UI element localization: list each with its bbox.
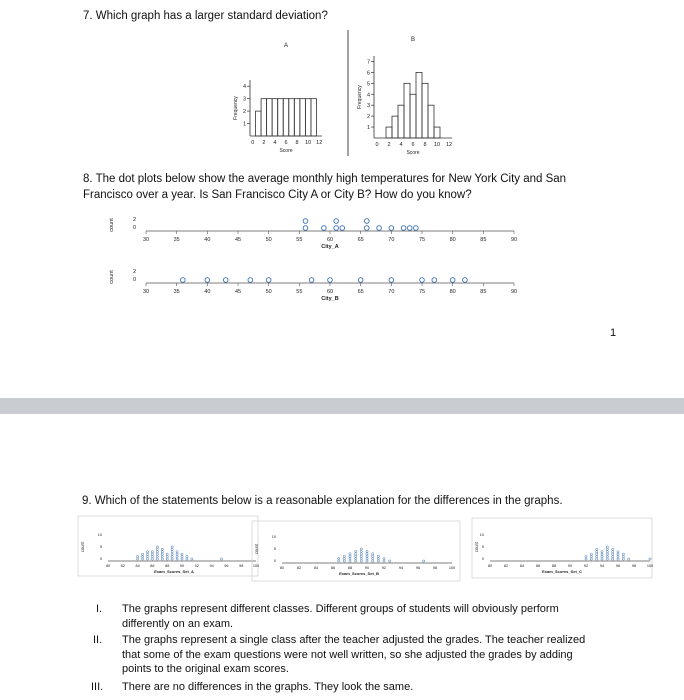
data-dot: [601, 558, 603, 560]
x-tick-label: 98: [239, 564, 244, 568]
x-tick-label: 88: [347, 566, 353, 570]
data-dot: [156, 556, 158, 558]
data-dot: [355, 555, 357, 557]
data-dot: [171, 551, 173, 553]
data-dot: [146, 556, 148, 558]
data-dot: [161, 558, 163, 560]
data-dot: [360, 550, 362, 552]
x-tick-label: 4: [399, 142, 403, 148]
histogram-bar: [386, 127, 392, 138]
x-tick-label: 100: [252, 564, 260, 568]
x-tick-label: 94: [398, 566, 404, 570]
data-dot: [617, 553, 619, 555]
y-tick-label: 0: [99, 557, 102, 561]
data-dot: [220, 558, 222, 560]
x-tick-label: 8: [423, 142, 427, 148]
data-dot: [176, 551, 178, 553]
data-dot: [617, 558, 619, 560]
data-dot: [601, 553, 603, 555]
data-dot: [366, 558, 368, 560]
data-dot: [622, 558, 624, 560]
data-dot: [432, 278, 437, 283]
x-tick-label: 0: [251, 140, 255, 146]
x-tick-label: 60: [326, 289, 334, 295]
option-1-numeral: I.: [96, 603, 103, 615]
x-tick-label: 90: [364, 566, 370, 570]
y-tick-label: 2: [366, 114, 370, 121]
data-dot: [601, 551, 603, 553]
data-dot: [366, 560, 368, 562]
x-axis-label: Exam_Scores_Set_A: [154, 569, 194, 574]
x-tick-label: 70: [388, 237, 395, 243]
data-dot: [389, 226, 394, 231]
data-dot: [223, 278, 228, 283]
y-tick-label: 10: [479, 533, 484, 537]
data-dot: [176, 556, 178, 558]
x-tick-label: 86: [535, 564, 541, 568]
x-tick-label: 80: [279, 566, 285, 570]
data-dot: [176, 558, 178, 560]
q8-line2: Francisco over a year. Is San Francisco City A or City B? How do you know?: [83, 189, 472, 201]
data-dot: [205, 278, 210, 283]
q8-line1: 8. The dot plots below show the average monthly high temperatures for New York City and San: [83, 173, 567, 185]
q9-text: 9. Which of the statements below is a reasonable explanation for the differences in the graphs.: [82, 495, 563, 507]
data-dot: [596, 558, 598, 560]
data-dot: [649, 558, 651, 560]
y-tick-label: 0: [132, 277, 136, 283]
histogram-bar: [416, 72, 422, 138]
data-dot: [176, 553, 178, 555]
histogram-bar: [428, 105, 434, 138]
histogram-bar: [294, 99, 300, 136]
page-break: [0, 398, 684, 414]
y-tick-label: 10: [97, 533, 102, 537]
x-tick-label: 4: [273, 140, 277, 146]
histogram-bar: [283, 99, 289, 136]
y-tick-label: 2: [242, 109, 246, 116]
data-dot: [360, 558, 362, 560]
x-tick-label: 0: [375, 142, 379, 148]
data-dot: [365, 219, 370, 224]
data-dot: [606, 558, 608, 560]
data-dot: [628, 558, 630, 560]
x-axis-label: Score: [279, 148, 293, 154]
x-tick-label: 35: [173, 289, 180, 295]
data-dot: [377, 558, 379, 560]
histogram-label: B: [410, 37, 416, 43]
data-dot: [141, 558, 143, 560]
dot-plot-city-b: [108, 262, 528, 314]
dot-plot-exam-set-a: [78, 516, 258, 578]
data-dot: [372, 553, 374, 555]
x-tick-label: 84: [135, 564, 140, 568]
data-dot: [349, 555, 351, 557]
data-dot: [303, 219, 308, 224]
data-dot: [606, 556, 608, 558]
data-dot: [622, 556, 624, 558]
data-dot: [146, 553, 148, 555]
x-tick-label: 82: [503, 564, 509, 568]
data-dot: [349, 558, 351, 560]
data-dot: [309, 278, 314, 283]
data-dot: [161, 548, 163, 550]
data-dot: [303, 226, 308, 231]
x-tick-label: 94: [599, 564, 605, 568]
option-2-numeral: II.: [93, 634, 103, 646]
histogram-bar: [289, 99, 295, 136]
histogram-a: [222, 36, 342, 156]
x-tick-label: 12: [445, 142, 453, 148]
data-dot: [161, 553, 163, 555]
data-dot: [166, 558, 168, 560]
data-dot: [181, 558, 183, 560]
x-tick-label: 12: [316, 140, 323, 146]
dot-plot-exam-set-c: [472, 518, 652, 580]
x-tick-label: 80: [449, 289, 456, 295]
data-dot: [146, 551, 148, 553]
y-tick-label: 4: [366, 92, 370, 99]
x-tick-label: 80: [449, 237, 456, 243]
histogram-bar: [278, 99, 284, 136]
x-tick-label: 85: [480, 289, 487, 295]
data-dot: [181, 278, 186, 283]
data-dot: [617, 551, 619, 553]
data-dot: [612, 551, 614, 553]
x-tick-label: 55: [296, 237, 303, 243]
x-tick-label: 96: [415, 566, 421, 570]
y-tick-label: 0: [273, 559, 276, 563]
x-tick-label: 90: [510, 237, 518, 243]
data-dot: [181, 556, 183, 558]
x-axis-label: City_B: [321, 296, 339, 302]
histogram-bar: [267, 99, 273, 136]
page-number: 1: [610, 327, 617, 339]
x-tick-label: 50: [265, 289, 272, 295]
option-line: points to the original exam scores.: [122, 663, 289, 676]
histogram-bar: [305, 99, 311, 136]
option-3-text: [122, 680, 413, 695]
data-dot: [612, 553, 614, 555]
data-dot: [606, 546, 608, 548]
data-dot: [358, 278, 363, 283]
data-dot: [377, 555, 379, 557]
data-dot: [355, 558, 357, 560]
y-tick-label: 4: [242, 84, 246, 91]
data-dot: [585, 556, 587, 558]
data-dot: [181, 553, 183, 555]
data-dot: [372, 558, 374, 560]
x-tick-label: 10: [433, 142, 441, 148]
histogram-b: [342, 30, 472, 162]
data-dot: [360, 548, 362, 550]
data-dot: [596, 553, 598, 555]
histogram-bar: [311, 99, 317, 136]
x-tick-label: 84: [519, 564, 525, 568]
data-dot: [377, 560, 379, 562]
data-dot: [343, 560, 345, 562]
x-tick-label: 82: [120, 564, 125, 568]
y-tick-label: 5: [273, 547, 276, 551]
data-dot: [166, 553, 168, 555]
x-tick-label: 6: [411, 142, 415, 148]
data-dot: [372, 555, 374, 557]
x-axis-label: Exam_Scores_Set_C: [542, 569, 582, 574]
data-dot: [355, 560, 357, 562]
dot-plot-city-a: [108, 210, 528, 260]
histogram-bar: [300, 99, 306, 136]
data-dot: [166, 556, 168, 558]
data-dot: [349, 560, 351, 562]
y-tick-label: 7: [366, 59, 370, 66]
data-dot: [171, 546, 173, 548]
x-tick-label: 75: [418, 237, 426, 243]
data-dot: [186, 558, 188, 560]
x-tick-label: 55: [296, 289, 303, 295]
data-dot: [349, 553, 351, 555]
data-dot: [156, 558, 158, 560]
x-tick-label: 65: [357, 237, 364, 243]
histogram-bar: [261, 99, 267, 136]
x-tick-label: 80: [105, 564, 111, 568]
data-dot: [340, 226, 345, 231]
data-dot: [151, 558, 153, 560]
histogram-bar: [410, 94, 416, 138]
option-line: differently on an exam.: [122, 617, 234, 630]
y-tick-label: 3: [366, 103, 370, 110]
x-tick-label: 70: [388, 289, 395, 295]
x-tick-label: 92: [194, 564, 199, 568]
x-tick-label: 98: [631, 564, 637, 568]
data-dot: [334, 226, 339, 231]
y-axis-label: count: [80, 541, 85, 553]
data-dot: [383, 558, 385, 560]
data-dot: [590, 553, 592, 555]
y-tick-label: 2: [132, 217, 136, 223]
data-dot: [137, 556, 139, 558]
option-line: The graphs represent a single class after the teacher adjusted the grades. The teacher realized: [122, 634, 586, 646]
histogram-bar: [398, 105, 404, 138]
dot-plot-exam-set-b: [252, 521, 460, 583]
x-axis-label: Exam_Scores_Set_B: [339, 571, 379, 576]
data-dot: [141, 556, 143, 558]
x-tick-label: 92: [381, 566, 387, 570]
data-dot: [612, 558, 614, 560]
data-dot: [423, 560, 425, 562]
y-axis-label: count: [254, 543, 259, 555]
data-dot: [414, 226, 419, 231]
data-dot: [606, 551, 608, 553]
x-tick-label: 94: [209, 564, 214, 568]
x-tick-label: 65: [357, 289, 364, 295]
data-dot: [146, 558, 148, 560]
data-dot: [372, 560, 374, 562]
x-axis-label: City_A: [321, 244, 339, 250]
histogram-bar: [272, 99, 278, 136]
option-1-text: [122, 602, 559, 631]
x-tick-label: 2: [262, 140, 266, 146]
data-dot: [343, 555, 345, 557]
data-dot: [171, 553, 173, 555]
option-line: There are no differences in the graphs. They look the same.: [122, 681, 414, 693]
data-dot: [161, 551, 163, 553]
data-dot: [365, 226, 370, 231]
option-3-numeral: III.: [91, 681, 104, 693]
data-dot: [338, 558, 340, 560]
data-dot: [338, 560, 340, 562]
x-tick-label: 6: [284, 140, 288, 146]
x-tick-label: 86: [330, 566, 336, 570]
option-2-text: [122, 633, 585, 677]
data-dot: [248, 278, 253, 283]
x-tick-label: 90: [510, 289, 518, 295]
x-tick-label: 75: [418, 289, 426, 295]
x-tick-label: 90: [567, 564, 573, 568]
y-axis-label: Frequency: [233, 96, 239, 120]
histogram-bar: [404, 83, 410, 138]
data-dot: [377, 226, 382, 231]
x-tick-label: 40: [204, 289, 211, 295]
data-dot: [420, 278, 425, 283]
data-dot: [161, 556, 163, 558]
data-dot: [450, 278, 455, 283]
data-dot: [328, 278, 333, 283]
data-dot: [322, 226, 327, 231]
x-tick-label: 2: [387, 142, 391, 148]
data-dot: [334, 219, 339, 224]
y-tick-label: 5: [99, 545, 102, 549]
data-dot: [401, 226, 406, 231]
data-dot: [366, 555, 368, 557]
x-tick-label: 50: [265, 237, 272, 243]
y-axis-label: count: [109, 218, 115, 232]
data-dot: [171, 558, 173, 560]
option-line: that some of the exam questions were not well written, so she adjusted the grades by adding: [122, 648, 573, 661]
data-dot: [360, 553, 362, 555]
data-dot: [612, 556, 614, 558]
data-dot: [617, 556, 619, 558]
data-dot: [366, 553, 368, 555]
data-dot: [622, 553, 624, 555]
y-axis-label: Frequency: [357, 85, 363, 109]
data-dot: [590, 558, 592, 560]
q7-text: 7. Which graph has a larger standard deviation?: [83, 10, 328, 22]
data-dot: [151, 556, 153, 558]
histogram-bar: [392, 116, 398, 138]
y-tick-label: 1: [242, 121, 246, 128]
x-tick-label: 98: [432, 566, 438, 570]
data-dot: [156, 546, 158, 548]
data-dot: [407, 226, 412, 231]
y-tick-label: 2: [132, 269, 136, 275]
data-dot: [156, 548, 158, 550]
data-dot: [360, 560, 362, 562]
data-dot: [171, 556, 173, 558]
option-line: The graphs represent different classes. Different groups of students will obviously perform: [122, 603, 559, 615]
data-dot: [151, 553, 153, 555]
x-tick-label: 88: [165, 564, 170, 568]
histogram-bar: [422, 83, 428, 138]
y-axis-label: count: [109, 270, 115, 284]
x-tick-label: 96: [615, 564, 621, 568]
x-tick-label: 86: [150, 564, 155, 568]
y-tick-label: 10: [271, 535, 276, 539]
y-tick-label: 5: [366, 81, 370, 88]
data-dot: [606, 553, 608, 555]
x-tick-label: 85: [480, 237, 487, 243]
data-dot: [355, 550, 357, 552]
x-tick-label: 40: [204, 237, 211, 243]
data-dot: [151, 551, 153, 553]
data-dot: [191, 558, 193, 560]
histogram-label: A: [283, 43, 289, 49]
data-dot: [596, 556, 598, 558]
x-axis-label: Score: [406, 150, 420, 156]
data-dot: [389, 278, 394, 283]
data-dot: [601, 556, 603, 558]
data-dot: [156, 553, 158, 555]
data-dot: [186, 556, 188, 558]
x-tick-label: 10: [305, 140, 312, 146]
x-tick-label: 88: [551, 564, 557, 568]
x-tick-label: 80: [487, 564, 493, 568]
y-tick-label: 5: [481, 545, 484, 549]
data-dot: [156, 551, 158, 553]
y-axis-label: count: [474, 541, 479, 553]
data-dot: [355, 553, 357, 555]
x-tick-label: 82: [296, 566, 302, 570]
y-tick-label: 1: [366, 125, 370, 132]
data-dot: [585, 558, 587, 560]
x-tick-label: 100: [448, 566, 456, 570]
data-dot: [383, 560, 385, 562]
y-tick-label: 0: [481, 557, 484, 561]
y-tick-label: 3: [242, 96, 246, 103]
x-tick-label: 96: [224, 564, 229, 568]
x-tick-label: 45: [234, 237, 242, 243]
x-tick-label: 84: [313, 566, 319, 570]
data-dot: [366, 550, 368, 552]
histogram-bar: [256, 111, 262, 136]
x-tick-label: 35: [173, 237, 180, 243]
x-tick-label: 8: [295, 140, 299, 146]
x-tick-label: 45: [234, 289, 242, 295]
x-tick-label: 92: [583, 564, 589, 568]
data-dot: [360, 555, 362, 557]
x-tick-label: 30: [142, 237, 150, 243]
data-dot: [389, 560, 391, 562]
x-tick-label: 90: [179, 564, 185, 568]
y-tick-label: 6: [366, 70, 370, 77]
data-dot: [612, 548, 614, 550]
data-dot: [137, 558, 139, 560]
data-dot: [606, 548, 608, 550]
y-tick-label: 0: [132, 225, 136, 231]
data-dot: [343, 558, 345, 560]
x-tick-label: 60: [326, 237, 334, 243]
data-dot: [463, 278, 468, 283]
data-dot: [171, 548, 173, 550]
data-dot: [266, 278, 271, 283]
histogram-bar: [434, 127, 440, 138]
data-dot: [141, 553, 143, 555]
data-dot: [590, 556, 592, 558]
x-tick-label: 100: [646, 564, 654, 568]
data-dot: [596, 548, 598, 550]
data-dot: [596, 551, 598, 553]
x-tick-label: 30: [142, 289, 150, 295]
